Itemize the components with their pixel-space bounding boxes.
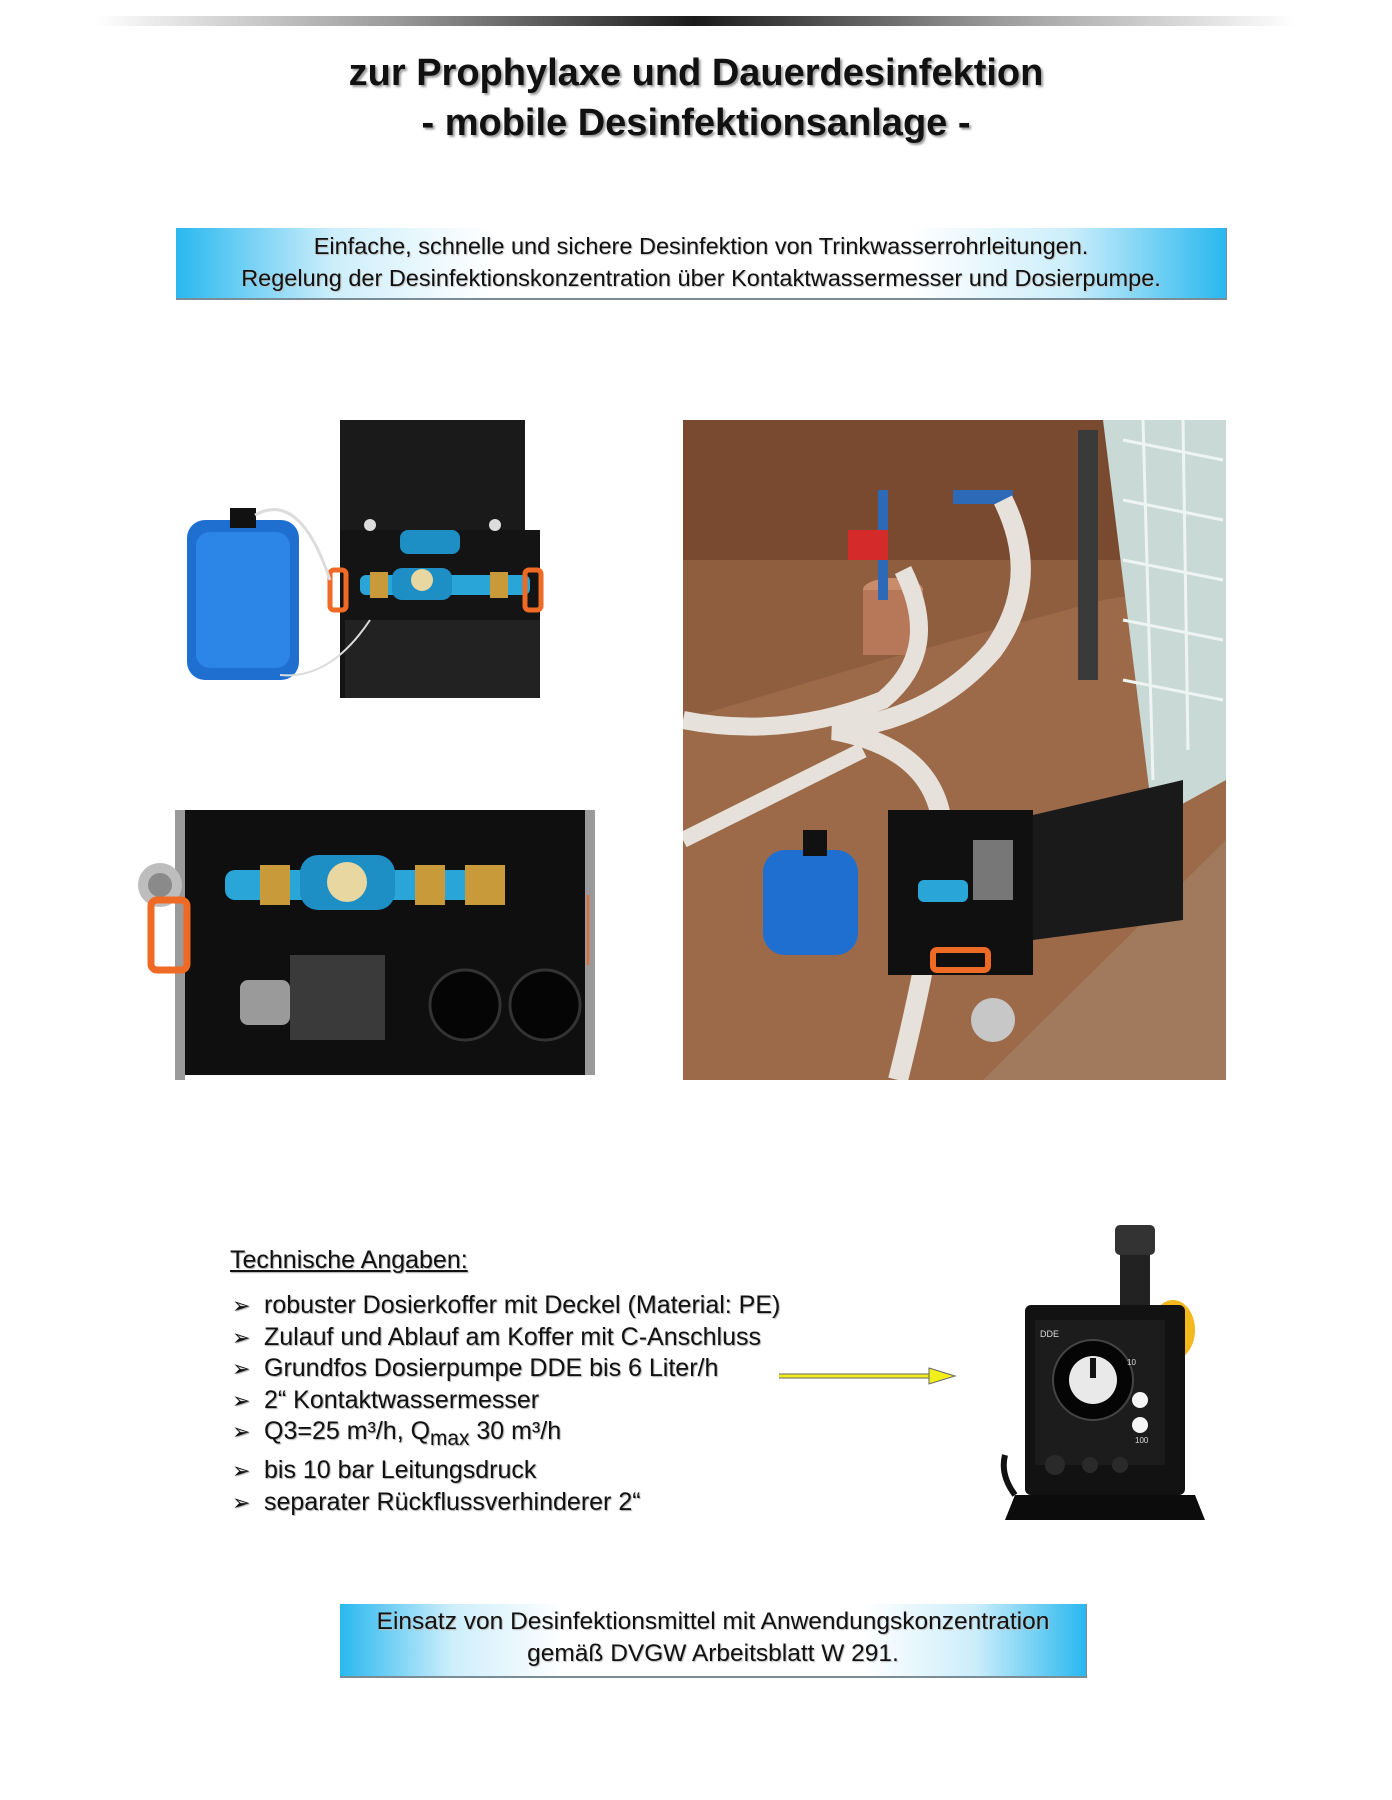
flow-qmax: 30 m³/h xyxy=(469,1417,562,1446)
list-item: ➢ Zulauf und Ablauf am Koffer mit C-Anschluss xyxy=(232,1322,780,1354)
pump-panel-label: DDE xyxy=(1040,1329,1060,1339)
list-item: ➢ robuster Dosierkoffer mit Deckel (Material: PE) xyxy=(232,1290,780,1322)
bullet-arrow-icon: ➢ xyxy=(232,1356,251,1382)
photo-dosing-pump xyxy=(995,1225,1215,1535)
flow-max-subscript: max xyxy=(430,1427,470,1451)
list-item: ➢ bis 10 bar Leitungsdruck xyxy=(232,1455,780,1487)
photo-field-installation xyxy=(683,420,1226,1080)
tech-spec-list xyxy=(232,1290,780,1518)
list-item: ➢ Grundfos Dosierpumpe DDE bis 6 Liter/h xyxy=(232,1353,780,1385)
list-item-flow xyxy=(232,1416,780,1455)
field-installation-illustration xyxy=(683,420,1226,1080)
tech-heading: Technische Angaben: xyxy=(230,1246,468,1274)
bullet-arrow-icon: ➢ xyxy=(232,1457,251,1483)
dosing-pump-illustration xyxy=(995,1225,1215,1535)
photo-case-interior xyxy=(125,810,595,1090)
list-item: ➢ 2“ Kontaktwassermesser xyxy=(232,1385,780,1417)
list-item: ➢ separater Rückflussverhinderer 2“ xyxy=(232,1487,780,1519)
photo-dosing-case-open xyxy=(160,420,580,750)
dosing-case-illustration xyxy=(160,420,580,750)
page-title xyxy=(0,48,1392,148)
footer-callout xyxy=(340,1604,1087,1678)
bullet-arrow-icon: ➢ xyxy=(232,1419,251,1445)
footer-line-1: Einsatz von Desinfektionsmittel mit Anwendungskonzentration xyxy=(376,1608,1050,1635)
bullet-arrow-icon: ➢ xyxy=(232,1324,251,1350)
flow-q3: Q3=25 m³/h, Q xyxy=(264,1417,431,1446)
footer-line-2: gemäß DVGW Arbeitsblatt W 291. xyxy=(527,1640,899,1667)
pump-dial-max: 10 xyxy=(1127,1358,1136,1367)
bullet-arrow-icon: ➢ xyxy=(232,1387,251,1413)
intro-callout xyxy=(176,228,1227,300)
bullet-arrow-icon: ➢ xyxy=(232,1489,251,1515)
top-gradient-rule xyxy=(95,16,1295,26)
pump-dial-100: 100 xyxy=(1135,1436,1149,1445)
title-line-2: - mobile Desinfektionsanlage - xyxy=(421,102,971,144)
intro-line-1: Einfache, schnelle und sichere Desinfektion von Trinkwasserrohrleitungen. xyxy=(313,233,1089,259)
title-line-1: zur Prophylaxe und Dauerdesinfektion xyxy=(348,52,1044,94)
pointer-arrow-icon xyxy=(777,1365,957,1387)
bullet-arrow-icon: ➢ xyxy=(232,1293,251,1318)
intro-line-2: Regelung der Desinfektionskonzentration über Kontaktwassermesser und Dosierpumpe. xyxy=(241,265,1161,291)
case-interior-illustration xyxy=(125,810,595,1090)
